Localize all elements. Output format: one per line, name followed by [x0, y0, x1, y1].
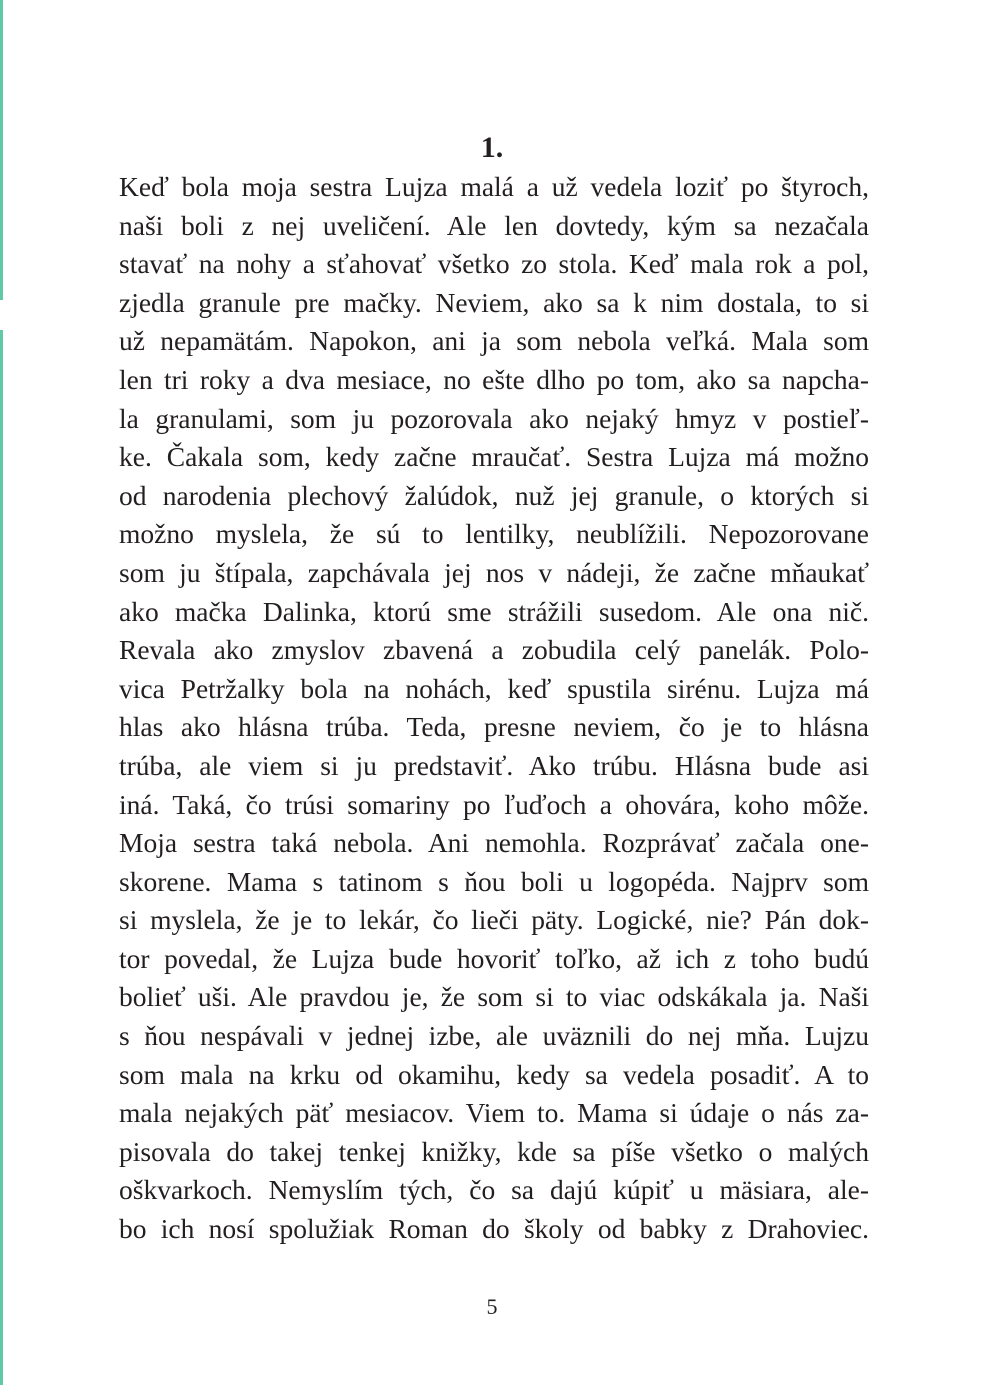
text-line: len tri roky a dva mesiace, no ešte dlho po tom, ako sa napcha- — [119, 363, 869, 395]
text-line: som mala na krku od okamihu, kedy sa vedela posadiť. A to — [119, 1058, 869, 1090]
text-line: stavať na nohy a sťahovať všetko zo stola. Keď mala rok a pol, — [119, 248, 869, 280]
text-line: s ňou nespávali v jednej izbe, ale uväznili do nej mňa. Lujzu — [119, 1020, 869, 1052]
page-edge-accent — [0, 330, 3, 1385]
text-line: bo ich nosí spolužiak Roman do školy od babky z Drahoviec. — [119, 1213, 869, 1245]
text-line: už nepamätám. Napokon, ani ja som nebola veľká. Mala som — [119, 325, 869, 357]
text-line: zjedla granule pre mačky. Neviem, ako sa k nim dostala, to si — [119, 286, 869, 318]
text-line: Keď bola moja sestra Lujza malá a už vedela loziť po štyroch, — [119, 171, 869, 202]
text-line: Moja sestra taká nebola. Ani nemohla. Rozprávať začala one- — [119, 827, 869, 859]
text-line: ako mačka Dalinka, ktorú sme strážili susedom. Ale ona nič. — [119, 595, 869, 627]
text-line: la granulami, som ju pozorovala ako nejaký hmyz v postieľ- — [119, 402, 869, 434]
text-line: Revala ako zmyslov zbavená a zobudila celý panelák. Polo- — [119, 634, 869, 666]
text-line: ke. Čakala som, kedy začne mraučať. Sestra Lujza má možno — [119, 441, 869, 473]
chapter-body-text — [119, 168, 869, 1249]
text-line: hlas ako hlásna trúba. Teda, presne neviem, čo je to hlásna — [119, 711, 869, 743]
page-number: 5 — [486, 1294, 498, 1319]
text-line: som ju štípala, zapchávala jej nos v nádeji, že začne mňaukať — [119, 556, 869, 588]
text-line: bolieť uši. Ale pravdou je, že som si to viac odskákala ja. Naši — [119, 981, 869, 1013]
text-line: mala nejakých päť mesiacov. Viem to. Mama si údaje o nás za- — [119, 1097, 869, 1129]
text-line: trúba, ale viem si ju predstaviť. Ako trúbu. Hlásna bude asi — [119, 749, 869, 781]
text-line: pisovala do takej tenkej knižky, kde sa píše všetko o malých — [119, 1135, 869, 1167]
text-line: skorene. Mama s tatinom s ňou boli u logopéda. Najprv som — [119, 865, 869, 897]
text-line: oškvarkoch. Nemyslím tých, čo sa dajú kúpiť u mäsiara, ale- — [119, 1174, 869, 1206]
text-line: naši boli z nej uveličení. Ale len dovtedy, kým sa nezačala — [119, 209, 869, 241]
text-line: možno myslela, že sú to lentilky, neublížili. Nepozorovane — [119, 518, 869, 550]
chapter-heading: 1. — [480, 131, 504, 164]
text-line: tor povedal, že Lujza bude hovoriť toľko, až ich z toho budú — [119, 942, 869, 974]
text-line: od narodenia plechový žalúdok, nuž jej granule, o ktorých si — [119, 479, 869, 511]
text-line: si myslela, že je to lekár, čo lieči päty. Logické, nie? Pán dok- — [119, 904, 869, 936]
text-line: vica Petržalky bola na nohách, keď spustila sirénu. Lujza má — [119, 672, 869, 704]
text-line: iná. Taká, čo trúsi somariny po ľuďoch a ohovára, koho môže. — [119, 788, 869, 820]
